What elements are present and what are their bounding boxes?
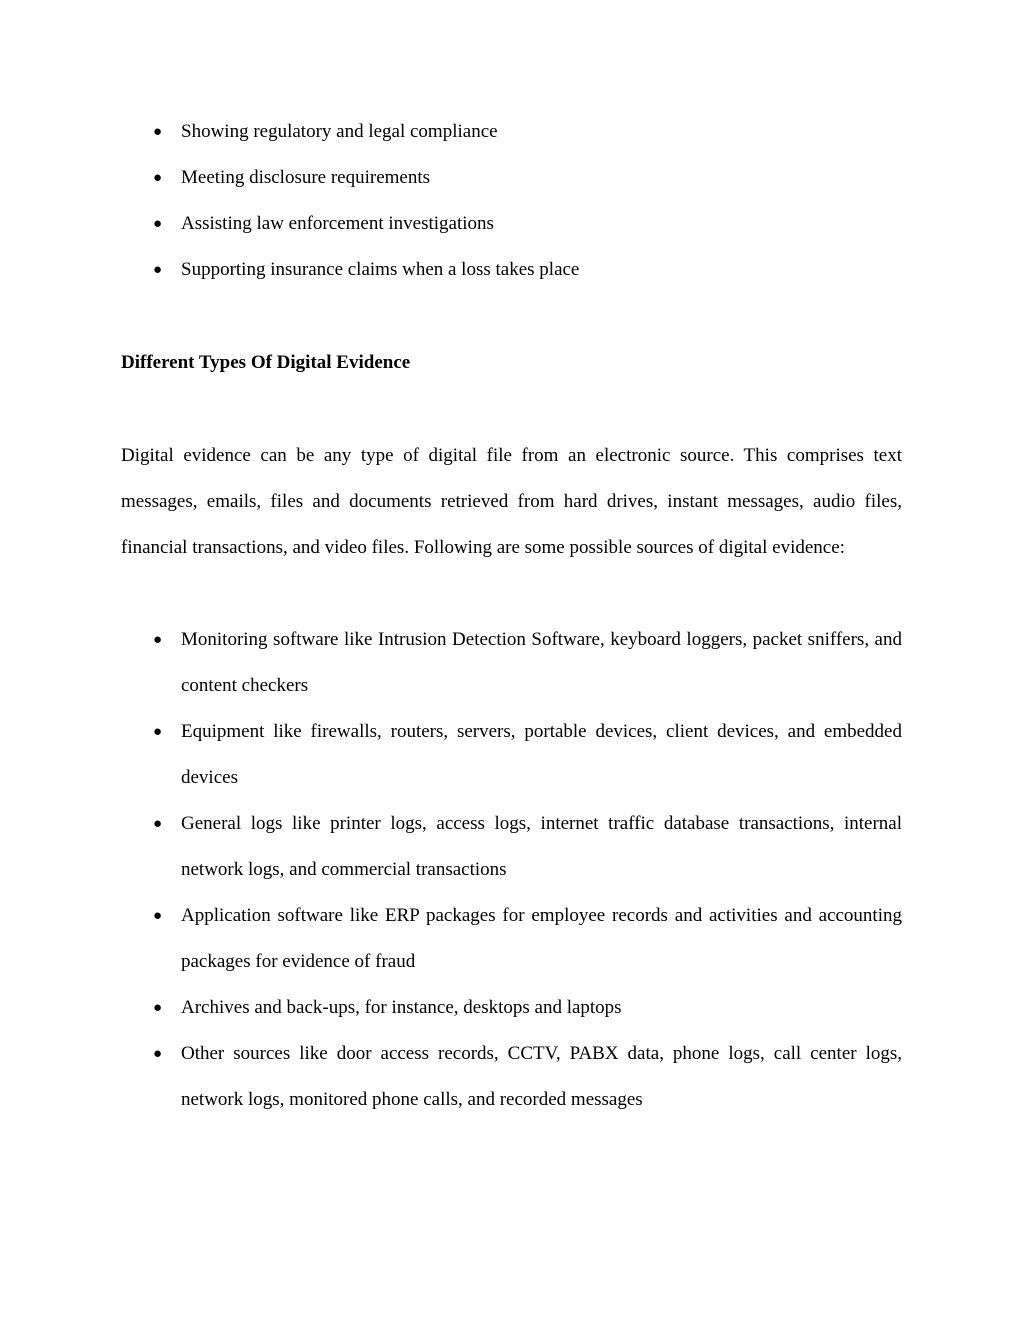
list-item <box>121 617 902 709</box>
list-item-text: Assisting law enforcement investigations <box>181 213 494 234</box>
list-item-text: Showing regulatory and legal compliance <box>181 121 498 142</box>
bullet-icon: ● <box>153 816 163 832</box>
list-item-text: Application software like ERP packages for employee records and activities and accounting packages for evidence of fraud <box>181 905 902 972</box>
list-item-text: Archives and back-ups, for instance, desktops and laptops <box>181 997 622 1018</box>
list-item-text: Meeting disclosure requirements <box>181 167 431 188</box>
list-item-text: Supporting insurance claims when a loss takes place <box>181 259 580 280</box>
body-paragraph: Digital evidence can be any type of digital file from an electronic source. This comprises text messages, emails, files and documents retrieved from hard drives, instant messages, audio files, financial transactions, and video files. Following are some possible sources of digital evidence: <box>121 445 902 558</box>
list-item-text: Monitoring software like Intrusion Detection Software, keyboard loggers, packet sniffers, and content checkers <box>181 629 902 696</box>
bullet-icon: ● <box>153 262 163 278</box>
list-item-text: General logs like printer logs, access logs, internet traffic database transactions, internal network logs, and commercial transactions <box>181 813 902 880</box>
bullet-icon: ● <box>153 1000 163 1016</box>
list-item-text: Equipment like firewalls, routers, servers, portable devices, client devices, and embedded devices <box>181 721 902 788</box>
list-item <box>121 985 902 1031</box>
bullet-icon: ● <box>153 632 163 648</box>
list-item <box>121 893 902 985</box>
list-item <box>121 201 902 247</box>
list-item <box>121 109 902 155</box>
list-item <box>121 709 902 801</box>
list-item <box>121 1031 902 1123</box>
evidence-sources-list <box>121 617 902 1123</box>
list-item-text: Other sources like door access records, CCTV, PABX data, phone logs, call center logs, network logs, monitored phone calls, and recorded messages <box>181 1043 902 1110</box>
bullet-icon: ● <box>153 1046 163 1062</box>
list-item <box>121 247 902 293</box>
section-heading: Different Types Of Digital Evidence <box>121 352 411 373</box>
bullet-icon: ● <box>153 170 163 186</box>
bullet-icon: ● <box>153 124 163 140</box>
compliance-bullet-list <box>121 109 902 293</box>
bullet-icon: ● <box>153 908 163 924</box>
list-item <box>121 155 902 201</box>
bullet-icon: ● <box>153 724 163 740</box>
bullet-icon: ● <box>153 216 163 232</box>
list-item <box>121 801 902 893</box>
